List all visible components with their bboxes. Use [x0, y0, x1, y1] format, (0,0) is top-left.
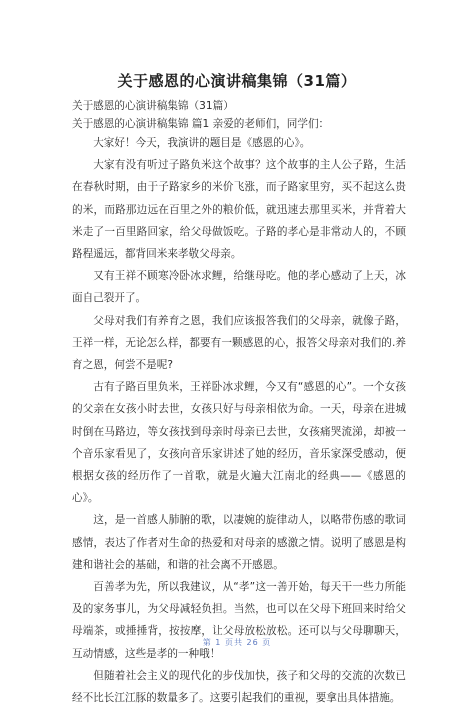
- paragraph: 这，是一首感人肺腑的歌，以凄婉的旋律动人，以略带伤感的歌词感情，表达了作者对生命的热爱和对母亲的感激之情。说明了感恩是构建和谐社会的基础，和谐的社会离不开感恩。: [72, 514, 406, 571]
- paragraph: 大家好！今天，我演讲的题目是《感恩的心》。: [93, 137, 311, 149]
- paragraph: 大家有没有听过子路负米这个故事？这个故事的主人公子路，生活在春秋时期，由于子路家乡的米价飞涨，而子路家里穷，买不起这么贵的米，而路那边远在百里之外的粮价低，就迅速去那里买米，并背着大米走了一百里路回家，给父母做饭吃。子路的孝心是非常动人的，不顾路程遥远，都背回米来孝敬父母亲。: [72, 159, 406, 261]
- document-subtitle: 关于感恩的心演讲稿集锦（31篇）: [72, 100, 234, 112]
- paragraph: 百善孝为先，所以我建议，从“孝”这一善开始，每天干一些力所能及的家务事儿，为父母减轻负担。当然，也可以在父母下班回来时给父母端茶，或捶捶背，按按摩，让父母放松放松。还可以与父母聊聊天，互动情感，这些是孝的一种哦！: [72, 581, 406, 660]
- page-number-footer: 第 1 页共 26 页: [202, 638, 272, 647]
- section-heading: 关于感恩的心演讲稿集锦 篇1 亲爱的老师们，同学们：: [72, 118, 330, 130]
- document-title: 关于感恩的心演讲稿集锦（31篇）: [117, 72, 357, 90]
- paragraph: 古有子路百里负米，王祥卧冰求鲤，今又有“感恩的心”。一个女孩的父亲在女孩小时去世，女孩只好与母亲相依为命。一天，母亲在进城时倒在马路边，等女孩找到母亲时母亲已去世，女孩痛哭流涕，却被一个音乐家看见了，女孩向音乐家讲述了她的经历，音乐家深受感动，便根据女孩的经历作了一首歌，就是火遍大江南北的经典——《感恩的心》。: [72, 381, 406, 505]
- paragraph: 又有王祥不顾寒冷卧冰求鲤，给继母吃。他的孝心感动了上天，冰面自己裂开了。: [72, 270, 406, 305]
- paragraph: 但随着社会主义的现代化的步伐加快，孩子和父母的交流的次数已经不比长江江豚的数量多了。这要引起我们的重视，要拿出具体措施。: [72, 669, 406, 705]
- paragraph: 父母对我们有养育之恩，我们应该报答我们的父母亲，就像子路，王祥一样，无论怎么样，都要有一颗感恩的心，报答父母亲对我们的.养育之恩，何尝不是呢?: [72, 314, 406, 372]
- body-text: [72, 132, 406, 709]
